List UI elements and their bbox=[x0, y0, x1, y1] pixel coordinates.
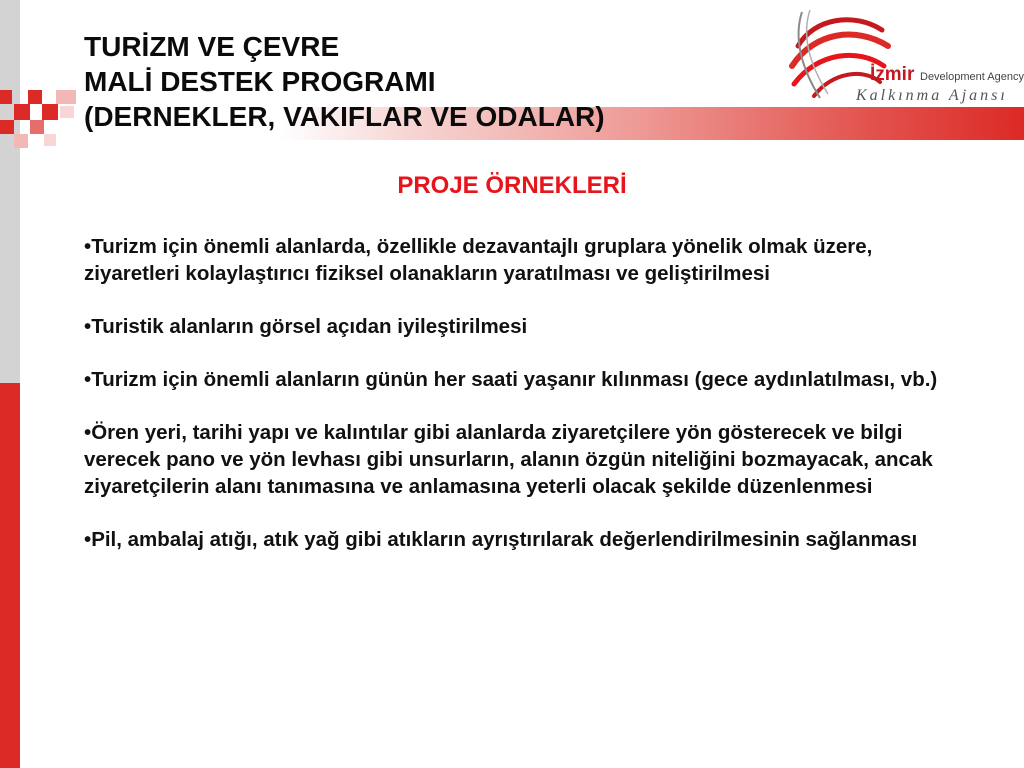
logo-name-tr: Kalkınma Ajansı bbox=[856, 87, 1008, 104]
bullet-item bbox=[84, 366, 964, 393]
left-red-bar bbox=[0, 383, 20, 768]
slide-title bbox=[84, 29, 605, 134]
bullet-dot-icon: • bbox=[84, 368, 92, 391]
logo-brand: İzmir bbox=[870, 64, 915, 85]
subtitle-text: PROJE ÖRNEKLERİ bbox=[397, 172, 627, 199]
title-line-3: (DERNEKLER, VAKIFLAR VE ODALAR) bbox=[84, 101, 605, 132]
bullet-text: Turizm için önemli alanların günün her saati yaşanır kılınması (gece aydınlatılması, vb.) bbox=[91, 368, 938, 391]
bullet-dot-icon: • bbox=[84, 315, 92, 338]
bullet-text: Ören yeri, tarihi yapı ve kalıntılar gibi alanlarda ziyaretçilere yön gösterecek ve bilgi verecek pano ve yön levhası gibi unsurların, alanın özgün niteliğini bozmayacak, ancak ziyaretçilerin alanı tanımasına ve anlamasına yeterli olacak şekilde düzenlenmesi bbox=[84, 421, 933, 498]
bullet-dot-icon: • bbox=[84, 528, 92, 551]
title-line-1: TURİZM VE ÇEVRE bbox=[84, 31, 340, 62]
logo-tagline: Development Agency bbox=[920, 71, 1024, 83]
bullet-item bbox=[84, 526, 964, 553]
bullet-dot-icon: • bbox=[84, 421, 92, 444]
bullet-text: Pil, ambalaj atığı, atık yağ gibi atıkların ayrıştırılarak değerlendirilmesinin sağlanması bbox=[91, 528, 918, 551]
title-line-2: MALİ DESTEK PROGRAMI bbox=[84, 66, 436, 97]
checker-decoration bbox=[0, 90, 80, 150]
bullet-text: Turistik alanların görsel açıdan iyileştirilmesi bbox=[91, 315, 528, 338]
bullet-dot-icon: • bbox=[84, 235, 92, 258]
bullet-list bbox=[84, 233, 964, 579]
bullet-text: Turizm için önemli alanlarda, özellikle dezavantajlı gruplara yönelik olmak üzere, ziyaretleri kolaylaştırıcı fiziksel olanakların yaratılması ve geliştirilmesi bbox=[84, 235, 873, 285]
bullet-item bbox=[84, 313, 964, 340]
izmir-development-agency-logo bbox=[784, 6, 1024, 110]
section-subtitle bbox=[0, 172, 1024, 200]
bullet-item bbox=[84, 419, 964, 500]
bullet-item bbox=[84, 233, 964, 287]
